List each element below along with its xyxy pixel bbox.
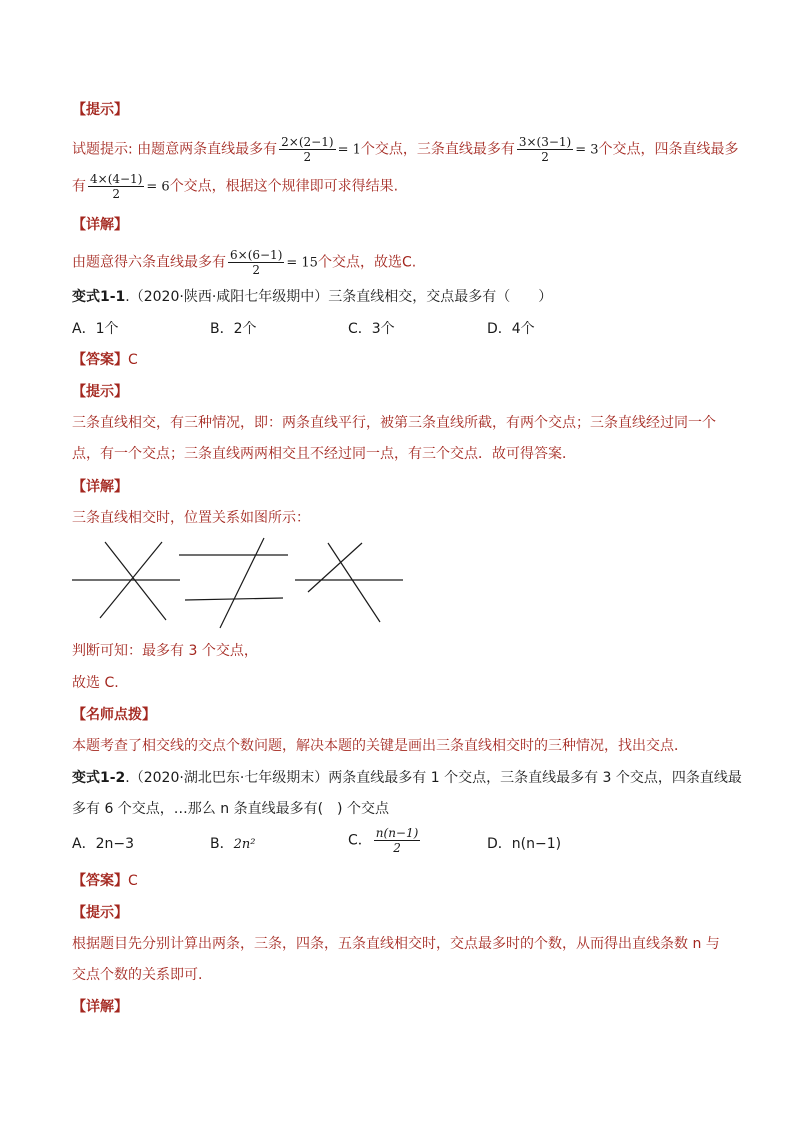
math-value: = 3 bbox=[575, 142, 599, 158]
answer-label: 【答案】 bbox=[72, 873, 128, 889]
hint-text-2: 交点个数的关系即可. bbox=[72, 967, 203, 983]
detail-label: 【详解】 bbox=[72, 479, 128, 495]
option-c: C．3个 bbox=[348, 321, 395, 337]
figure-line bbox=[220, 538, 264, 628]
answer-value: C bbox=[128, 352, 138, 368]
hint-label: 【提示】 bbox=[72, 384, 128, 400]
fraction-6: $\frac{6\times(6-1)}{2}$ bbox=[230, 248, 283, 277]
detail-text: 三条直线相交时，位置关系如图所示： bbox=[72, 510, 310, 526]
teacher-tip-text: 本题考查了相交线的交点个数问题，解决本题的关键是画出三条直线相交时的三种情况，找出交点． bbox=[72, 738, 688, 754]
hint-text: 个交点，四条直线最多 bbox=[598, 141, 739, 158]
option-a: A．2n−3 bbox=[72, 836, 134, 852]
option-b: B．2个 bbox=[210, 321, 257, 337]
answer-label: 【答案】 bbox=[72, 352, 128, 368]
detail-text: 个交点，故选 bbox=[317, 254, 402, 271]
detail-text: 由题意得六条直线最多有 bbox=[72, 254, 226, 271]
question-1-2-line-2: 多有 6 个交点，…那么 n 条直线最多有( ) 个交点 bbox=[72, 801, 389, 817]
teacher-tip-label: 【名师点拨】 bbox=[72, 707, 156, 723]
hint-label: 【提示】 bbox=[72, 102, 128, 118]
figure-line bbox=[308, 543, 362, 592]
math-value: = 15 bbox=[286, 255, 318, 271]
hint-text: 有 bbox=[72, 178, 86, 195]
math-value: = 1 bbox=[337, 142, 361, 158]
hint-text-1: 根据题目先分别计算出两条，三条，四条，五条直线相交时，交点最多时的个数，从而得出直线条数 n 与 bbox=[72, 936, 720, 952]
fraction-4: $\frac{4\times(4-1)}{2}$ bbox=[90, 172, 143, 201]
detail-choice: C. bbox=[401, 254, 417, 271]
hint-label: 【提示】 bbox=[72, 905, 128, 921]
option-d: D．4个 bbox=[487, 321, 535, 337]
detail-label: 【详解】 bbox=[72, 217, 128, 233]
hint-text-1: 三条直线相交，有三种情况，即：两条直线平行，被第三条直线所截，有两个交点；三条直线经过同一个 bbox=[72, 415, 716, 431]
fraction-3: $\frac{3\times(3-1)}{2}$ bbox=[518, 135, 572, 164]
judge-text: 判断可知：最多有 3 个交点， bbox=[72, 643, 258, 659]
question-text: .（2020·湖北巴东·七年级期末）两条直线最多有 1 个交点，三条直线最多有 3 个交点，四条直线最 bbox=[125, 770, 742, 786]
option-c: C． $\frac{n(n-1)}{2}$ bbox=[348, 826, 419, 855]
hint-text: 个交点，三条直线最多有 bbox=[360, 141, 515, 158]
hint-text: 个交点，根据这个规律即可求得结果. bbox=[169, 178, 399, 195]
question-text: .（2020·陕西·咸阳七年级期中）三条直线相交，交点最多有（ ） bbox=[125, 289, 553, 305]
conclusion-text: 故选 C. bbox=[72, 675, 119, 691]
question-1-2-line-1 bbox=[72, 768, 742, 788]
fraction-2: $\frac{2\times(2-1)}{2}$ bbox=[281, 135, 334, 164]
option-a: A．1个 bbox=[72, 321, 119, 337]
answer-row-2 bbox=[72, 871, 138, 891]
math-value: = 6 bbox=[146, 179, 170, 195]
question-label: 变式1-1 bbox=[72, 289, 126, 305]
option-b: B．2n² bbox=[210, 836, 256, 852]
option-d: D．n(n−1) bbox=[487, 836, 562, 852]
figure-line bbox=[105, 542, 166, 620]
hint-text-2: 点，有一个交点；三条直线两两相交且不经过同一点，有三个交点．故可得答案． bbox=[72, 446, 576, 462]
figure-line bbox=[328, 543, 380, 622]
question-label: 变式1-2 bbox=[72, 770, 126, 786]
hint-text: 试题提示: 由题意两条直线最多有 bbox=[72, 141, 278, 158]
detail-label: 【详解】 bbox=[72, 999, 128, 1015]
answer-value: C bbox=[128, 873, 138, 889]
